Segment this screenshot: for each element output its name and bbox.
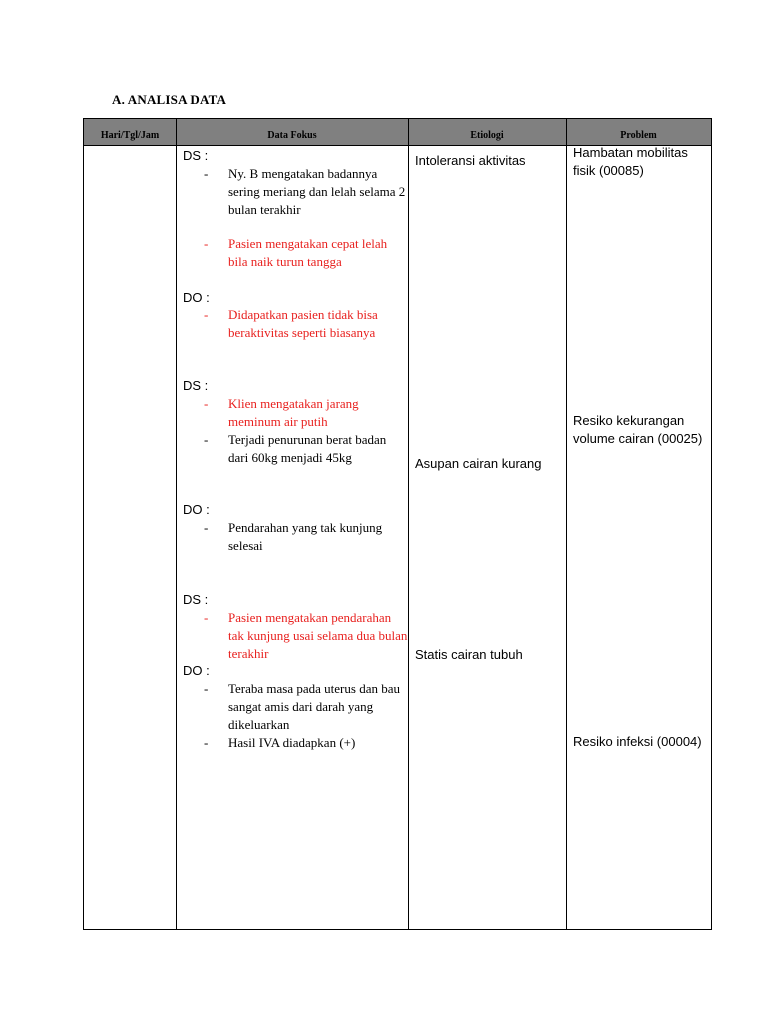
header-data-fokus: Data Fokus [267,130,317,141]
do-item-text: Hasil IVA diadapkan (+) [228,735,356,750]
analysis-table [83,118,712,930]
list-item [204,165,406,237]
etiologi-item: Intoleransi aktivitas [415,153,526,168]
column-divider [408,119,409,929]
list-item [204,431,394,485]
bullet-dash: - [204,681,209,696]
bullet-dash: - [204,610,209,625]
problem-item: Resiko infeksi (00004) [573,734,702,749]
section-title: A. ANALISA DATA [112,92,227,107]
list-item [204,306,394,342]
list-item [204,609,408,663]
header-hari-tgl-jam: Hari/Tgl/Jam [100,130,160,141]
table-header [84,119,711,146]
bullet-dash: - [204,735,209,750]
ds-label: DS : [183,378,209,393]
ds-item-text: Pasien mengatakan cepat lelah bila naik turun tangga [228,236,388,269]
problem-item: Hambatan mobilitas fisik (00085) [573,145,688,178]
do-label: DO : [183,502,210,517]
etiologi-item: Statis cairan tubuh [415,647,523,662]
do-item-text: Pendarahan yang tak kunjung selesai [228,520,383,553]
do-item-text: Didapatkan pasien tidak bisa beraktivitas seperti biasanya [228,307,378,340]
bullet-dash: - [204,236,209,251]
list-item [204,519,394,555]
do-label: DO : [183,663,210,678]
do-label: DO : [183,290,210,305]
do-item-text: Teraba masa pada uterus dan bau sangat amis dari darah yang dikeluarkan [228,681,400,732]
bullet-dash: - [204,166,209,181]
ds-item-text: Klien mengatakan jarang meminum air putih [228,396,359,429]
bullet-dash: - [204,307,209,322]
column-divider [176,119,177,929]
bullet-dash: - [204,396,209,411]
column-divider [566,119,567,929]
ds-item-text: Ny. B mengatakan badannya sering meriang dan lelah selama 2 bulan terakhir [228,166,406,217]
ds-item-text: Pasien mengatakan pendarahan tak kunjung usai selama dua bulan terakhir [228,610,408,661]
problem-item: Resiko kekurangan volume cairan (00025) [573,413,703,446]
list-item [204,395,394,431]
ds-label: DS : [183,592,209,607]
bullet-dash: - [204,432,209,447]
header-etiologi: Etiologi [470,130,504,141]
ds-label: DS : [183,148,209,163]
list-item [204,680,400,734]
list-item [204,734,394,752]
bullet-dash: - [204,520,209,535]
list-item [204,235,394,271]
ds-item-text: Terjadi penurunan berat badan dari 60kg menjadi 45kg [228,432,387,465]
header-problem: Problem [620,130,657,141]
etiologi-item: Asupan cairan kurang [415,456,542,471]
